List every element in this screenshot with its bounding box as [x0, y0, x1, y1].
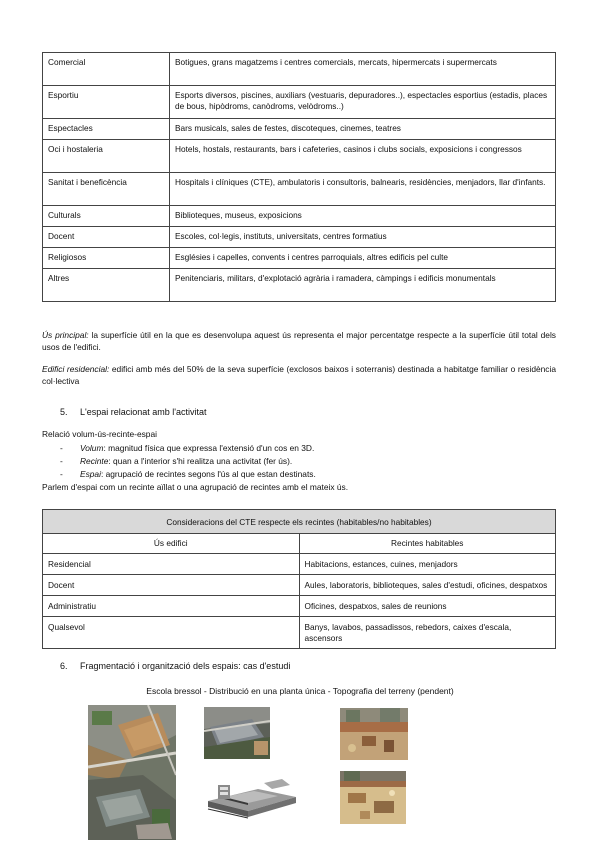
- bullet-term: Espai: [80, 469, 101, 479]
- definition-text: la superfície útil en la que es desenvolupa aquest ús representa el major percentatge respecte a la superfície útil total dels usos de l'edifici.: [42, 330, 556, 352]
- use-name: Esportiu: [43, 86, 170, 119]
- use-name: Espectacles: [43, 119, 170, 140]
- use-name: Sanitat i beneficència: [43, 173, 170, 206]
- table-row: [43, 269, 556, 302]
- list-item: [60, 469, 316, 481]
- table-row: [43, 86, 556, 119]
- table-row: [43, 140, 556, 173]
- closing-sentence: Parlem d'espai com un recinte aïllat o una agrupació de recintes amb el mateix ús.: [42, 482, 349, 492]
- table-row: [43, 206, 556, 227]
- use-description: Esglésies i capelles, convents i centres parroquials, altres edificis pel culte: [170, 248, 556, 269]
- use-description: Botigues, grans magatzems i centres comercials, mercats, hipermercats i supermercats: [170, 53, 556, 86]
- table-caption: Consideracions del CTE respecte els recintes (habitables/no habitables): [43, 510, 556, 534]
- use-name: Religiosos: [43, 248, 170, 269]
- use-name: Docent: [43, 227, 170, 248]
- building-use: Docent: [43, 575, 300, 596]
- use-description: Hotels, hostals, restaurants, bars i cafeteries, casinos i clubs socials, exposicions i congressos: [170, 140, 556, 173]
- use-description: Bars musicals, sales de festes, discoteques, cinemes, teatres: [170, 119, 556, 140]
- sandbox-photo: [340, 771, 406, 824]
- section-6-heading: [60, 660, 290, 672]
- definition-term: Edifici residencial:: [42, 364, 110, 374]
- case-study-caption: Escola bressol - Distribució en una planta única - Topografia del terreny (pendent): [146, 686, 454, 696]
- table-row: [43, 596, 556, 617]
- section-title: Fragmentació i organització dels espais: cas d'estudi: [80, 661, 291, 671]
- table-row: [43, 617, 556, 649]
- section-number: 5.: [60, 407, 68, 417]
- bullet-dash: -: [60, 456, 63, 466]
- building-aerial-photo: [204, 707, 270, 759]
- use-name: Culturals: [43, 206, 170, 227]
- building-use: Administratiu: [43, 596, 300, 617]
- use-description: Penitenciaris, militars, d'explotació agrària i ramadera, càmpings i edificis monumentals: [170, 269, 556, 302]
- table-row: [43, 173, 556, 206]
- table-row: [43, 119, 556, 140]
- bullet-text: : magnitud física que expressa l'extensió d'un cos en 3D.: [103, 443, 315, 453]
- bullet-dash: -: [60, 469, 63, 479]
- bullet-text: : quan a l'interior s'hi realitza una activitat (fer ús).: [108, 456, 293, 466]
- column-header-rooms: Recintes habitables: [299, 534, 556, 554]
- bullet-term: Volum: [80, 443, 104, 453]
- use-description: Biblioteques, museus, exposicions: [170, 206, 556, 227]
- section-title: L'espai relacionat amb l'activitat: [80, 407, 207, 417]
- use-name: Comercial: [43, 53, 170, 86]
- use-description: Escoles, col·legis, instituts, universitats, centres formatius: [170, 227, 556, 248]
- habitable-rooms: Oficines, despatxos, sales de reunions: [299, 596, 556, 617]
- definition-edifici-residencial: [42, 364, 556, 387]
- building-use: Residencial: [43, 554, 300, 575]
- aerial-photo: [88, 705, 176, 840]
- list-item: [60, 456, 292, 468]
- 3d-model-render: [204, 771, 300, 819]
- table-row: [43, 575, 556, 596]
- column-header-use: Ús edifici: [43, 534, 300, 554]
- list-item: [60, 443, 314, 455]
- habitable-rooms: Aules, laboratoris, biblioteques, sales d'estudi, oficines, despatxos: [299, 575, 556, 596]
- table-header-row: [43, 534, 556, 554]
- playground-photo: [340, 708, 408, 760]
- bullet-term: Recinte: [80, 456, 109, 466]
- use-description: Hospitals i clíniques (CTE), ambulatoris i consultoris, balnearis, residències, menjadors, llar d'infants.: [170, 173, 556, 206]
- definition-text: edifici amb més del 50% de la seva superfície (exclosos baixos i soterranis) destinada a habitatge familiar o residència col·lectiva: [42, 364, 556, 386]
- section-number: 6.: [60, 661, 68, 671]
- bullet-dash: -: [60, 443, 63, 453]
- uses-table: [42, 52, 556, 302]
- relation-line: Relació volum-ús-recinte-espai: [42, 429, 157, 439]
- bullet-text: : agrupació de recintes segons l'ús al que estan destinats.: [100, 469, 316, 479]
- cte-table: [42, 509, 556, 649]
- use-name: Altres: [43, 269, 170, 302]
- table-row: [43, 554, 556, 575]
- use-description: Esports diversos, piscines, auxiliars (vestuaris, depuradores..), espectacles esportius (estadis, places de bous, hipòdroms, canòdroms, velòdroms..): [170, 86, 556, 119]
- use-name: Oci i hostaleria: [43, 140, 170, 173]
- habitable-rooms: Habitacions, estances, cuines, menjadors: [299, 554, 556, 575]
- table-row: [43, 248, 556, 269]
- definition-term: Ús principal:: [42, 330, 89, 340]
- definition-us-principal: [42, 330, 556, 353]
- table-row: [43, 227, 556, 248]
- building-use: Qualsevol: [43, 617, 300, 649]
- section-5-heading: [60, 406, 207, 418]
- habitable-rooms: Banys, lavabos, passadissos, rebedors, caixes d'escala, ascensors: [299, 617, 556, 649]
- table-row: [43, 53, 556, 86]
- table-caption-row: [43, 510, 556, 534]
